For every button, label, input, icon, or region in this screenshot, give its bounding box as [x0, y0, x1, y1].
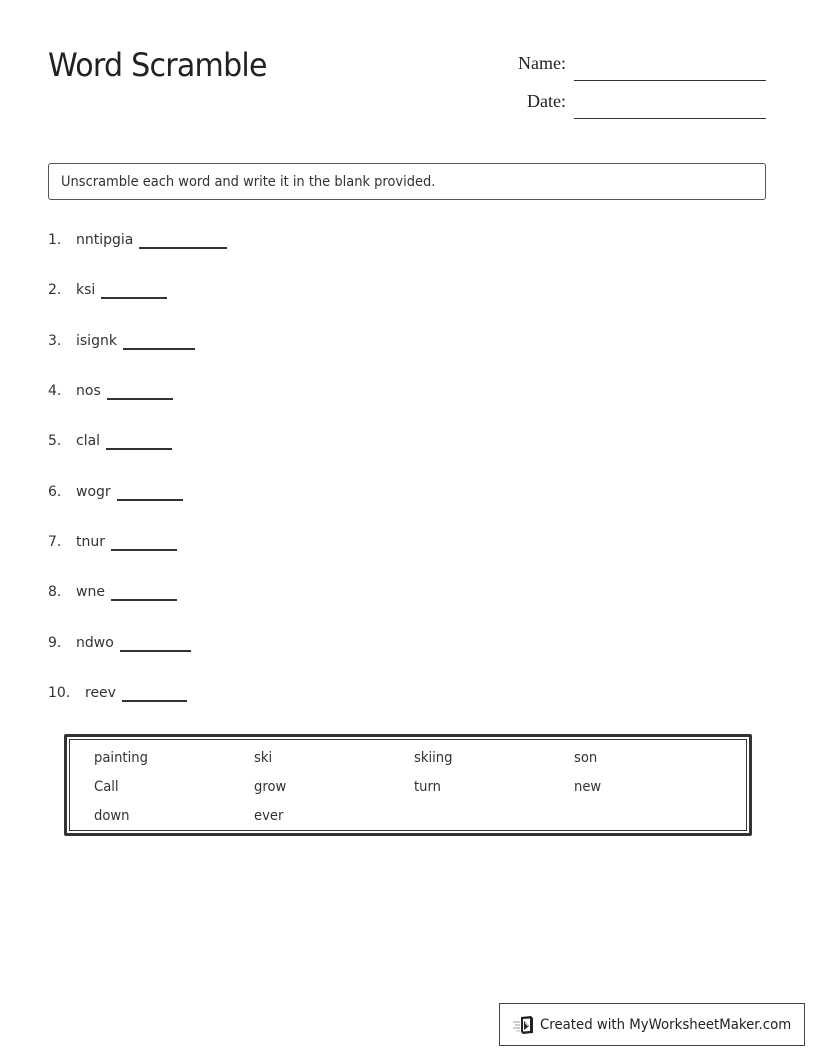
question-number: 6.	[48, 484, 62, 500]
answer-blank[interactable]	[111, 599, 177, 601]
worksheet-maker-logo-icon	[512, 1014, 536, 1036]
word-bank-item: ever	[254, 808, 284, 824]
scrambled-word: clal	[76, 433, 101, 449]
footer-credit-text: Created with MyWorksheetMaker.com	[540, 1016, 792, 1033]
question-number: 9.	[48, 635, 62, 651]
date-field	[506, 91, 766, 111]
word-bank-item: grow	[254, 779, 287, 795]
question-item	[48, 333, 195, 349]
scrambled-word: ndwo	[76, 635, 114, 651]
date-label: Date:	[527, 91, 566, 111]
answer-blank[interactable]	[106, 448, 172, 450]
question-item	[48, 282, 167, 298]
name-blank-line[interactable]	[574, 80, 766, 81]
answer-blank[interactable]	[122, 700, 187, 702]
question-item	[48, 584, 177, 600]
question-number: 8.	[48, 584, 62, 600]
word-bank	[64, 734, 752, 836]
scrambled-word: nntipgia	[76, 232, 134, 248]
question-item	[48, 484, 183, 500]
word-bank-item: Call	[94, 779, 119, 795]
question-item	[48, 685, 187, 701]
scrambled-word: isignk	[76, 333, 117, 349]
footer-credit-badge	[499, 1003, 805, 1046]
scrambled-word: wogr	[76, 484, 111, 500]
question-number: 2.	[48, 282, 62, 298]
instructions-text: Unscramble each word and write it in the blank provided.	[61, 173, 436, 190]
word-bank-item: turn	[414, 779, 442, 795]
question-number: 1.	[48, 232, 62, 248]
instructions-box	[48, 163, 766, 200]
question-item	[48, 232, 227, 248]
word-bank-inner	[69, 739, 747, 831]
name-label: Name:	[518, 53, 566, 73]
answer-blank[interactable]	[120, 650, 191, 652]
question-number: 5.	[48, 433, 62, 449]
question-item	[48, 534, 177, 550]
scrambled-word: tnur	[76, 534, 105, 550]
answer-blank[interactable]	[123, 348, 195, 350]
question-number: 7.	[48, 534, 62, 550]
answer-blank[interactable]	[117, 499, 183, 501]
scrambled-word: reev	[85, 685, 116, 701]
word-bank-item: skiing	[414, 750, 453, 766]
answer-blank[interactable]	[111, 549, 177, 551]
question-number: 3.	[48, 333, 62, 349]
question-number: 4.	[48, 383, 62, 399]
question-item	[48, 635, 191, 651]
word-bank-item: painting	[94, 750, 148, 766]
question-item	[48, 433, 172, 449]
word-bank-item: ski	[254, 750, 273, 766]
scrambled-word: nos	[76, 383, 101, 399]
word-bank-item: down	[94, 808, 130, 824]
word-bank-item: new	[574, 779, 602, 795]
name-field	[506, 53, 766, 73]
question-number: 10.	[48, 685, 71, 701]
scrambled-word: wne	[76, 584, 105, 600]
answer-blank[interactable]	[101, 297, 167, 299]
question-item	[48, 383, 173, 399]
answer-blank[interactable]	[107, 398, 173, 400]
scrambled-word: ksi	[76, 282, 96, 298]
word-bank-item: son	[574, 750, 598, 766]
answer-blank[interactable]	[139, 247, 227, 249]
date-blank-line[interactable]	[574, 118, 766, 119]
page-title: Word Scramble	[48, 46, 267, 84]
